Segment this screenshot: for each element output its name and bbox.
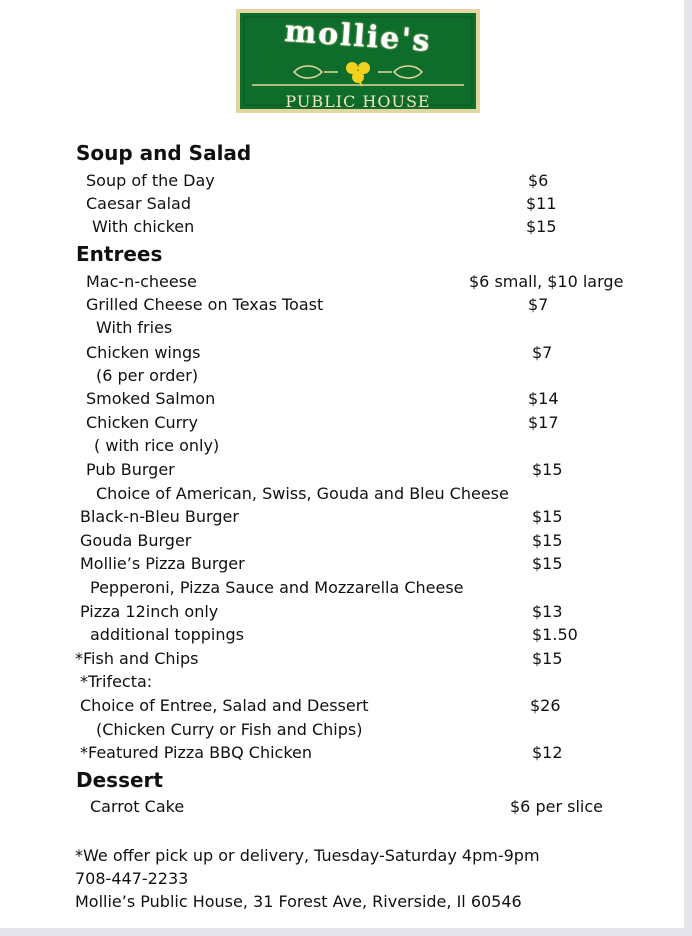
menu-item-name: (6 per order) (96, 366, 199, 385)
menu-item-price: $6 per slice (510, 797, 603, 816)
menu-item-name: Black-n-Bleu Burger (80, 507, 239, 526)
menu-item-name: *Fish and Chips (75, 649, 199, 668)
page-edge-right (684, 0, 692, 936)
menu-item-name: *Trifecta: (80, 672, 153, 691)
menu-item-name: Chicken wings (86, 343, 201, 362)
menu-item-name: Gouda Burger (80, 531, 192, 550)
menu-item-price: $15 (532, 531, 563, 550)
footer-address: Mollie’s Public House, 31 Forest Ave, Riverside, Il 60546 (75, 892, 522, 911)
menu-item-price: $15 (532, 460, 563, 479)
menu-item-name: Mollie’s Pizza Burger (80, 554, 245, 573)
menu-item-name: Pub Burger (86, 460, 175, 479)
menu-item-price: $7 (528, 295, 549, 314)
footer-phone: 708-447-2233 (75, 869, 189, 888)
menu-item-price: $11 (526, 194, 557, 213)
menu-item-price: $14 (528, 389, 559, 408)
menu-item-price: $7 (532, 343, 553, 362)
menu-item-price: $13 (532, 602, 563, 621)
menu-item-price: $17 (528, 413, 559, 432)
menu-item-name: Carrot Cake (90, 797, 185, 816)
menu-item-price: $15 (526, 217, 557, 236)
menu-item-name: Caesar Salad (86, 194, 191, 213)
menu-item-price: $6 (528, 171, 549, 190)
page-edge-bottom (0, 928, 692, 936)
menu-item-name: Choice of Entree, Salad and Dessert (80, 696, 369, 715)
menu-item-name: (Chicken Curry or Fish and Chips) (96, 720, 363, 739)
menu-item-price: $15 (532, 649, 563, 668)
section-title-dessert: Dessert (76, 768, 163, 792)
menu-item-price: $1.50 (532, 625, 578, 644)
menu-item-name: ( with rice only) (94, 436, 220, 455)
logo-subtitle: PUBLIC HOUSE (285, 92, 431, 111)
shamrock-icon (286, 57, 430, 87)
menu-item-name: With fries (96, 318, 173, 337)
section-title-soup-salad: Soup and Salad (76, 141, 252, 165)
menu-item-name: Mac-n-cheese (86, 272, 197, 291)
menu-item-name: With chicken (92, 217, 195, 236)
menu-item-price: $15 (532, 554, 563, 573)
menu-item-name: Pizza 12inch only (80, 602, 219, 621)
menu-item-price: $26 (530, 696, 561, 715)
menu-item-name: *Featured Pizza BBQ Chicken (80, 743, 312, 762)
menu-item-name: Smoked Salmon (86, 389, 216, 408)
menu-item-price: $15 (532, 507, 563, 526)
menu-item-price: $12 (532, 743, 563, 762)
section-title-entrees: Entrees (76, 242, 163, 266)
footer-note: *We offer pick up or delivery, Tuesday-Saturday 4pm-9pm (75, 846, 540, 865)
menu-item-name: Chicken Curry (86, 413, 198, 432)
menu-item-name: Soup of the Day (86, 171, 215, 190)
logo-name: mollie's (283, 13, 433, 60)
mollies-logo (232, 5, 484, 117)
menu-item-name: Choice of American, Swiss, Gouda and Bleu Cheese (96, 484, 509, 503)
menu-item-name: Grilled Cheese on Texas Toast (86, 295, 324, 314)
menu-item-name: additional toppings (90, 625, 244, 644)
menu-item-name: Pepperoni, Pizza Sauce and Mozzarella Cheese (90, 578, 464, 597)
menu-item-price: $6 small, $10 large (469, 272, 624, 291)
